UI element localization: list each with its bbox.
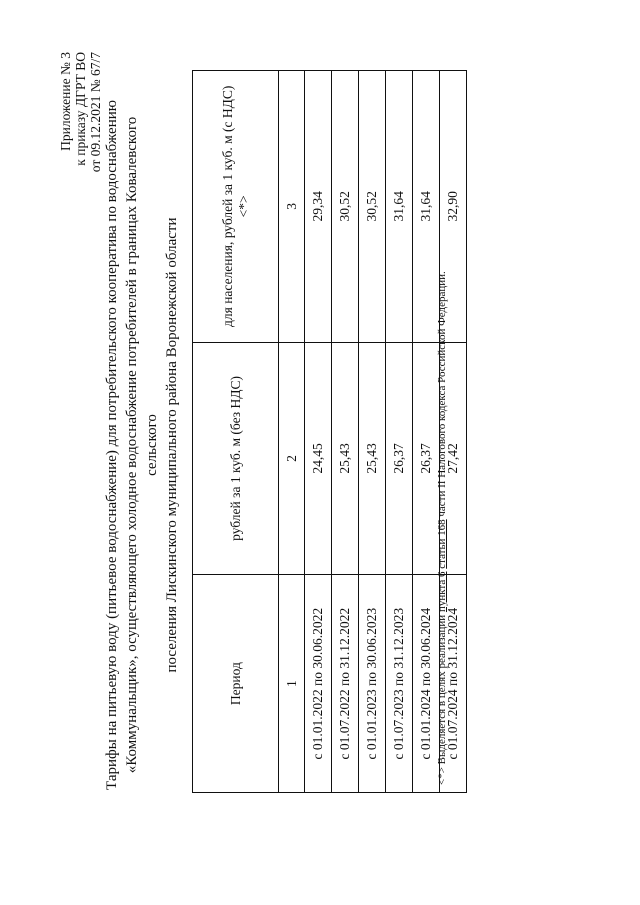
header-period: Период (193, 575, 279, 793)
col-number: 1 (279, 575, 305, 793)
col-number: 2 (279, 342, 305, 575)
period-cell: с 01.01.2022 по 30.06.2022 (305, 575, 332, 793)
title-line-1: Тарифы на питьевую воду (питьевое водоснабжение) для потребительского кооператива по водоснабжению (104, 100, 120, 790)
title-line-2: «Коммунальщик», осуществляющего холодное водоснабжение потребителей в границах Ковалевского сельского (124, 116, 160, 774)
price-with-vat-cell: 30,52 (359, 71, 386, 343)
header-price-no-vat: рублей за 1 куб. м (без НДС) (193, 342, 279, 575)
appendix-line-2: к приказу ДГРТ ВО (73, 52, 88, 166)
col-number: 3 (279, 71, 305, 343)
price-with-vat-cell: 32,90 (440, 71, 467, 343)
period-cell: с 01.01.2024 по 30.06.2024 (413, 575, 440, 793)
price-no-vat-cell: 26,37 (413, 342, 440, 575)
appendix-line-1: Приложение № 3 (58, 52, 73, 151)
table-row (386, 71, 413, 793)
table-row (359, 71, 386, 793)
period-cell: с 01.01.2023 по 30.06.2023 (359, 575, 386, 793)
title-line-3: поселения Лискинского муниципального района Воронежской области (164, 217, 180, 673)
footnote (436, 271, 448, 785)
footnote-link-clause[interactable]: пункта 6 (436, 571, 448, 613)
footnote-prefix: <*> Выделяется в целях реализации (436, 612, 448, 785)
table-row (332, 71, 359, 793)
price-no-vat-cell: 26,37 (386, 342, 413, 575)
appendix-line-3: от 09.12.2021 № 67/7 (88, 52, 103, 173)
table-row (305, 71, 332, 793)
price-with-vat-cell: 30,52 (332, 71, 359, 343)
appendix-block (58, 52, 103, 172)
price-with-vat-cell: 29,34 (305, 71, 332, 343)
header-price-with-vat: для населения, рублей за 1 куб. м (с НДС) <*> (193, 71, 279, 343)
footnote-link-article[interactable]: статьи 168 (436, 519, 448, 569)
price-no-vat-cell: 25,43 (332, 342, 359, 575)
price-with-vat-cell: 31,64 (386, 71, 413, 343)
period-cell: с 01.07.2023 по 31.12.2023 (386, 575, 413, 793)
price-no-vat-cell: 24,45 (305, 342, 332, 575)
period-cell: с 01.07.2022 по 31.12.2022 (332, 575, 359, 793)
footnote-suffix: части II Налогового кодекса Российской Федерации. (436, 271, 448, 520)
table-header-row (193, 71, 279, 793)
period-cell: с 01.07.2024 по 31.12.2024 (440, 575, 467, 793)
document-title (102, 95, 182, 795)
price-with-vat-cell: 31,64 (413, 71, 440, 343)
tariff-table (192, 70, 467, 793)
table-column-number-row (279, 71, 305, 793)
price-no-vat-cell: 25,43 (359, 342, 386, 575)
price-no-vat-cell: 27,42 (440, 342, 467, 575)
